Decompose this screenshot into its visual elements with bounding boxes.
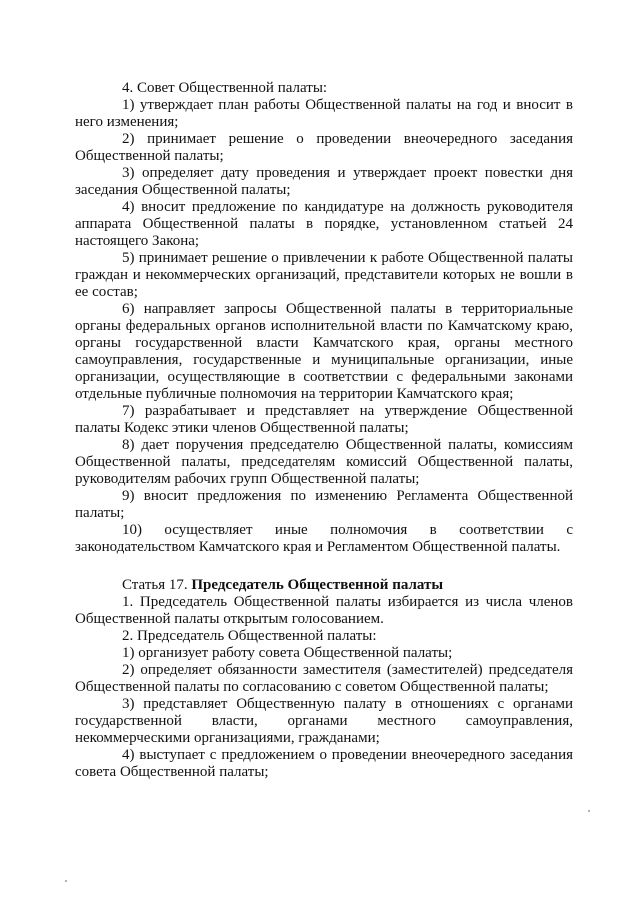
paragraph-council-intro: 4. Совет Общественной палаты:	[122, 80, 328, 96]
paragraph-council-item-9: 9) вносит предложения по изменению Регламента Общественной палаты;	[75, 488, 573, 521]
article-17-title: Председатель Общественной палаты	[191, 577, 444, 593]
paragraph-council-item-1: 1) утверждает план работы Общественной палаты на год и вносит в него изменения;	[75, 97, 573, 130]
paragraph-council-item-10: 10) осуществляет иные полномочия в соответствии с законодательством Камчатского края и Регламентом Общественной палаты.	[75, 522, 573, 555]
scan-speck	[65, 880, 67, 882]
paragraph-chair-item-3: 3) представляет Общественную палату в отношениях с органами государственной власти, органами местного самоуправления, некоммерческими организациями, гражданами;	[75, 696, 573, 746]
paragraph-council-item-8: 8) дает поручения председателю Общественной палаты, комиссиям Общественной палаты, председателям комиссий Общественной палаты, руководителям рабочих групп Общественной палаты;	[75, 437, 573, 487]
article-17-number: Статья 17.	[122, 577, 192, 593]
paragraph-council-item-6: 6) направляет запросы Общественной палаты в территориальные органы федеральных органов исполнительной власти по Камчатскому краю, органы государственной власти Камчатского края, органы местного самоуправления, государственные и муниципальные организации, иные организации, осуществляющие в соответствии с федеральными законами отдельные публичные полномочия на территории Камчатского края;	[75, 301, 573, 402]
section-gap	[75, 556, 573, 577]
paragraph-chair-item-2: 2) определяет обязанности заместителя (заместителей) председателя Общественной палаты по согласованию с советом Общественной палаты;	[75, 662, 573, 695]
council-powers-section	[75, 80, 573, 781]
paragraph-council-item-7: 7) разрабатывает и представляет на утверждение Общественной палаты Кодекс этики членов Общественной палаты;	[75, 403, 573, 436]
paragraph-council-item-2: 2) принимает решение о проведении внеочередного заседания Общественной палаты;	[75, 131, 573, 164]
scan-speck	[588, 810, 590, 812]
article-17-heading	[75, 577, 573, 594]
paragraph-chair-item-1: 1) организует работу совета Общественной палаты;	[122, 645, 453, 661]
paragraph-chair-item-4: 4) выступает с предложением о проведении внеочередного заседания совета Общественной палаты;	[75, 747, 573, 780]
paragraph-chair-2: 2. Председатель Общественной палаты:	[122, 628, 377, 644]
paragraph-council-item-4: 4) вносит предложение по кандидатуре на должность руководителя аппарата Общественной палаты в порядке, установленном статьей 24 настоящего Закона;	[75, 199, 573, 249]
paragraph-chair-1: 1. Председатель Общественной палаты избирается из числа членов Общественной палаты открытым голосованием.	[75, 594, 573, 627]
paragraph-council-item-3: 3) определяет дату проведения и утверждает проект повестки дня заседания Общественной палаты;	[75, 165, 573, 198]
paragraph-council-item-5: 5) принимает решение о привлечении к работе Общественной палаты граждан и некоммерческих организаций, представители которых не вошли в ее состав;	[75, 250, 573, 300]
